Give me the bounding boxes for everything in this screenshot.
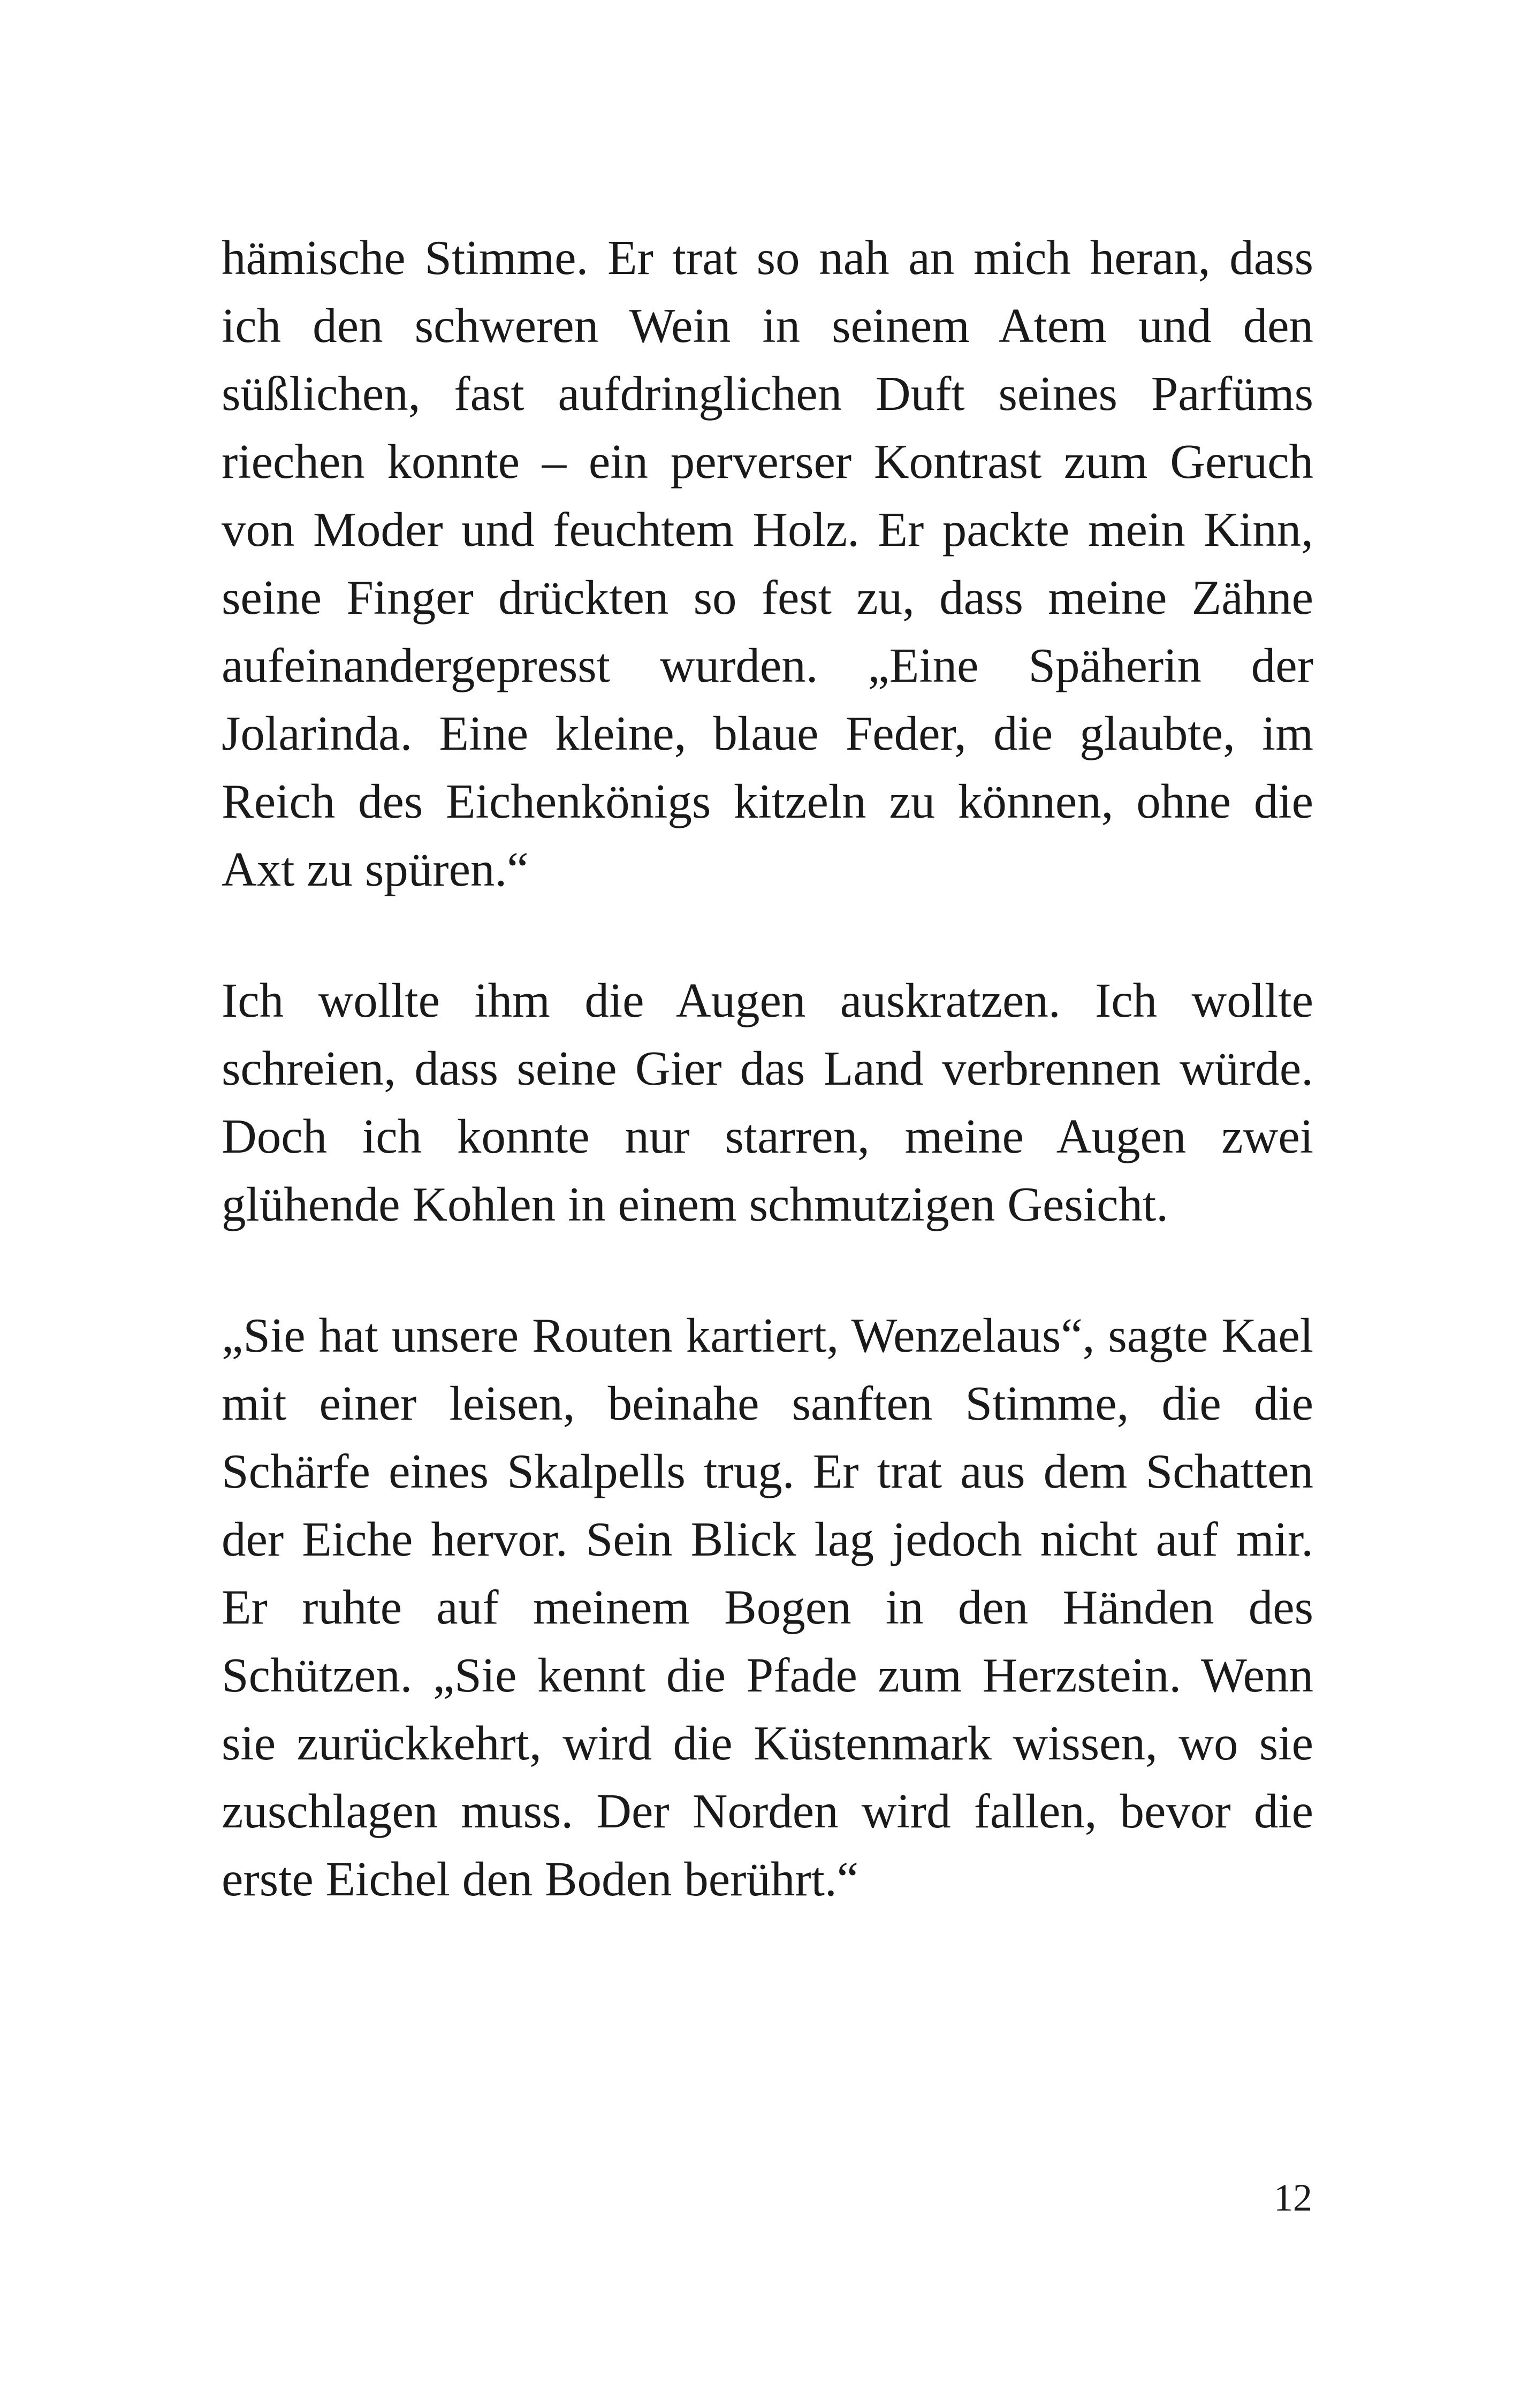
paragraph-2: Ich wollte ihm die Augen auskratzen. Ich wollte schreien, dass seine Gier das Land verbrennen würde. Doch ich konnte nur starren, meine Augen zwei glühende Kohlen in einem schmutzigen Gesicht. <box>222 973 1313 1231</box>
paragraph-1: hämische Stimme. Er trat so nah an mich heran, dass ich den schweren Wein in seinem Atem und den süßlichen, fast aufdringlichen Duft seines Parfüms riechen konnte – ein perverser Kontrast zum Geruch von Moder und feuchtem Holz. Er packte mein Kinn, seine Finger drückten so fest zu, dass meine Zähne aufeinandergepresst wurden. „Eine Späherin der Jolarinda. Eine kleine, blaue Feder, die glaubte, im Reich des Eichenkönigs kitzeln zu können, ohne die Axt zu spüren.“ <box>222 231 1313 896</box>
page-number: 12 <box>1274 2176 1312 2219</box>
body-text <box>222 224 1313 1913</box>
paragraph-3: „Sie hat unsere Routen kartiert, Wenzelaus“, sagte Kael mit einer leisen, beinahe sanften Stimme, die die Schärfe eines Skalpells trug. Er trat aus dem Schatten der Eiche hervor. Sein Blick lag jedoch nicht auf mir. Er ruhte auf meinem Bogen in den Händen des Schützen. „Sie kennt die Pfade zum Herzstein. Wenn sie zurückkehrt, wird die Küstenmark wissen, wo sie zuschlagen muss. Der Norden wird fallen, bevor die erste Eichel den Boden berührt.“ <box>222 1308 1313 1906</box>
